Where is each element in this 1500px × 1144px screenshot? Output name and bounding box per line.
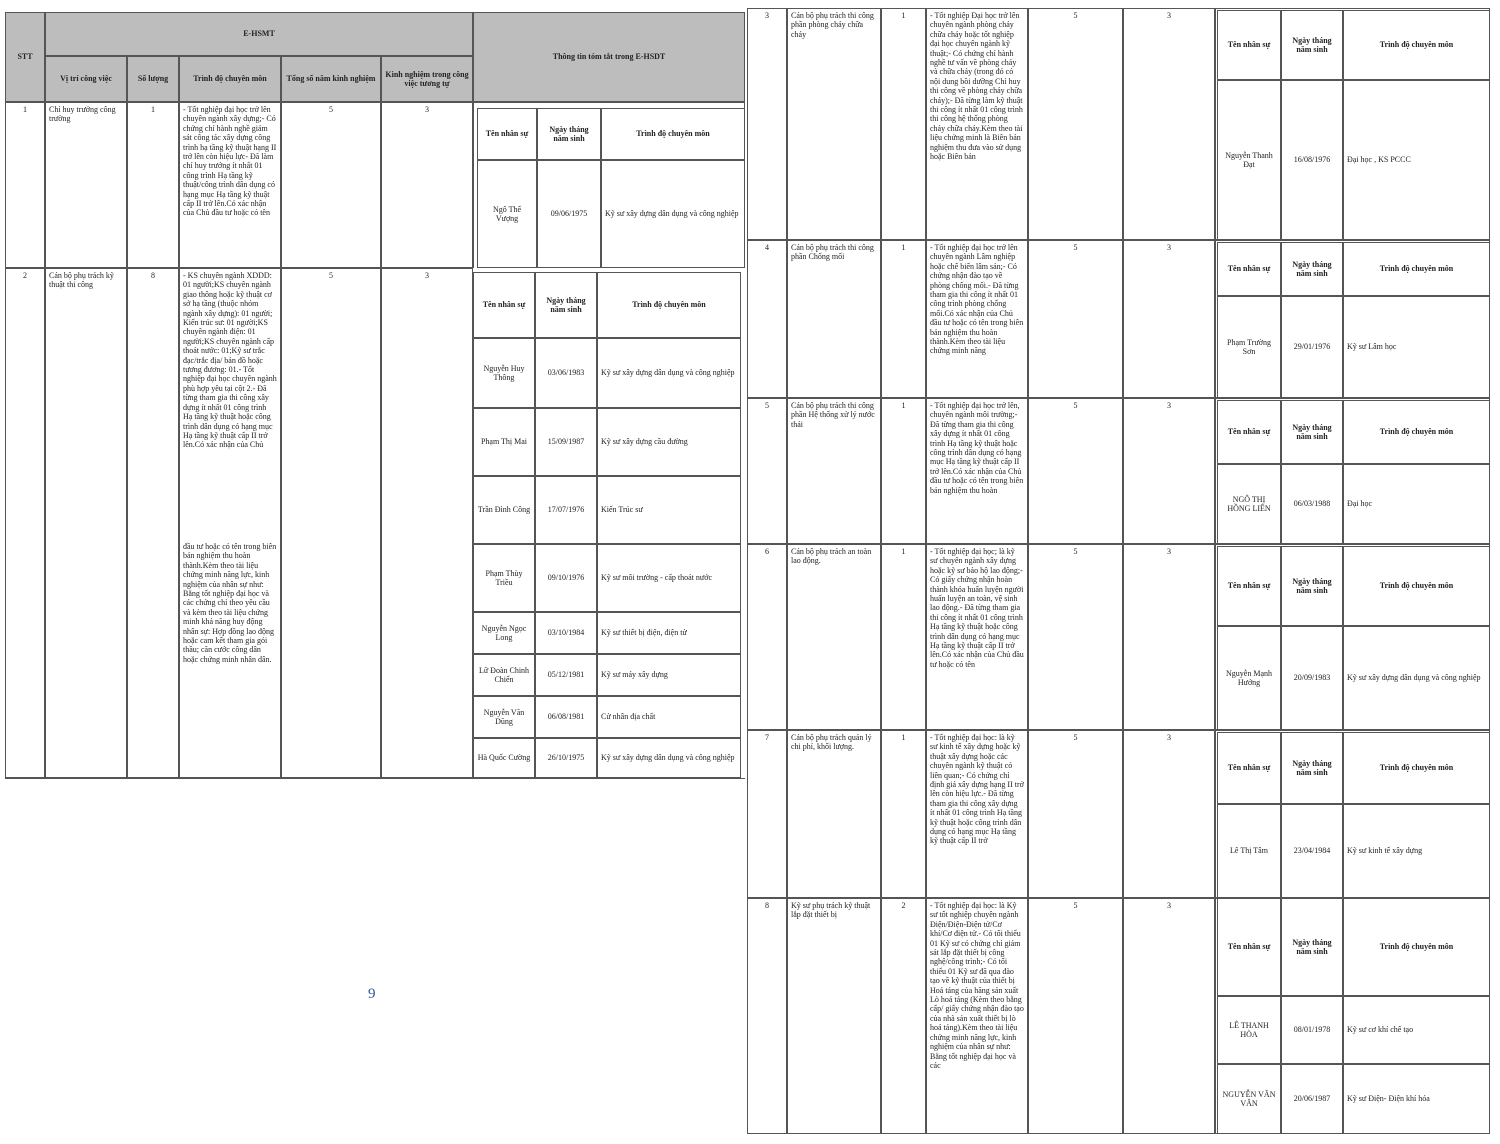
sub-header-trinhdo: Trình độ chuyên môn — [1343, 242, 1490, 296]
person-dob: 09/10/1976 — [535, 544, 597, 612]
person-degree: Kỹ sư Điện- Điện khí hóa — [1343, 1064, 1490, 1134]
person-name: Nguyễn Ngọc Long — [473, 612, 535, 654]
row7-kinhnghiem: 3 — [1123, 730, 1215, 898]
header-ehsmt: E-HSMT — [45, 12, 473, 56]
page-number: 9 — [368, 986, 376, 1002]
person-dob: 06/03/1988 — [1281, 464, 1343, 544]
header-trinhdo: Trình độ chuyên môn — [179, 56, 281, 102]
row4-requirement: - Tốt nghiệp đại học trở lên chuyên ngành Lâm nghiệp hoặc chế biến lâm sản;- Có chứng nhận đào tạo về phòng chống mối.- Đã từng tham gia thi công ít nhất 01 công trình phòng chống mối.Có xác nhận của Chủ đầu tư hoặc có tên trong biên bản nghiệm thu hoàn thành.Kèm theo tài liệu chứng minh năng — [926, 240, 1028, 398]
row2-requirement-b: đầu tư hoặc có tên trong biên bản nghiệm thu hoàn thành.Kèm theo tài liệu chứng minh năng lực, kinh nghiệm của nhân sự như: Bằng tốt nghiệp đại học và các chứng chỉ theo yêu cầu và kèm theo tài liệu chứng minh khả năng huy động nhân sự: Hợp đồng lao động hoặc cam kết tham gia gói thầu; căn cước công dân hoặc chứng minh nhân dân. — [179, 540, 281, 778]
sub-header-trinhdo: Trình độ chuyên môn — [1343, 898, 1490, 996]
person-degree: Kỹ sư xây dựng cầu đường — [597, 408, 741, 476]
row1-vitri: Chỉ huy trưởng công trường — [45, 102, 127, 268]
row8-tongso: 5 — [1028, 898, 1123, 1134]
row6-kinhnghiem: 3 — [1123, 544, 1215, 730]
row3-stt: 3 — [747, 8, 787, 240]
row7-tongso: 5 — [1028, 730, 1123, 898]
row2-tongso-cont — [281, 540, 381, 778]
row3-requirement: - Tốt nghiệp Đại học trở lên chuyên ngành phòng cháy chữa cháy hoặc tốt nghiệp đại học chuyên ngành kỹ thuật;- Có chứng chỉ hành nghề tư vấn về phòng cháy và chữa cháy (trong đó có nội dung bồi dưỡng Chỉ huy thi công về phòng cháy chữa cháy);- Đã từng làm kỹ thuật thi công ít nhất 01 công trình thi công hệ thống phòng cháy chữa cháy.Kèm theo tài liệu chứng minh là Biên bản nghiệm thu đưa vào sử dụng hoặc Biên bản — [926, 8, 1028, 240]
row5-vitri: Cán bộ phụ trách thi công phần Hệ thống xử lý nước thải — [787, 398, 881, 544]
person-dob: 20/09/1983 — [1281, 626, 1343, 730]
person-name: Nguyễn Huy Thông — [473, 338, 535, 408]
sub-header-ngay: Ngày tháng năm sinh — [1281, 732, 1343, 804]
sub-header-ten: Tên nhân sự — [1217, 400, 1281, 464]
row2-soluong-cont — [127, 540, 179, 778]
row1-soluong: 1 — [127, 102, 179, 268]
person-name: Ngô Thế Vượng — [477, 160, 537, 268]
person-name: Nguyễn Thanh Đạt — [1217, 80, 1281, 240]
row1-sub-ten: Tên nhân sự — [477, 108, 537, 160]
sub-header-trinhdo: Trình độ chuyên môn — [1343, 546, 1490, 626]
row8-kinhnghiem: 3 — [1123, 898, 1215, 1134]
person-dob: 15/09/1987 — [535, 408, 597, 476]
row2-sub-ten: Tên nhân sự — [473, 272, 535, 338]
row2-tongso: 5 — [281, 268, 381, 540]
person-degree: Đại học — [1343, 464, 1490, 544]
person-name: Phạm Trường Sơn — [1217, 296, 1281, 398]
sub-header-ngay: Ngày tháng năm sinh — [1281, 546, 1343, 626]
row5-kinhnghiem: 3 — [1123, 398, 1215, 544]
sub-header-trinhdo: Trình độ chuyên môn — [1343, 732, 1490, 804]
row8-vitri: Kỹ sư phụ trách kỹ thuật lắp đặt thiết bị — [787, 898, 881, 1134]
header-soluong: Số lượng — [127, 56, 179, 102]
row3-vitri: Cán bộ phụ trách thi công phần phòng cháy chữa cháy — [787, 8, 881, 240]
sub-header-trinhdo: Trình độ chuyên môn — [1343, 400, 1490, 464]
row5-stt: 5 — [747, 398, 787, 544]
row2-kinhnghiem-cont — [381, 540, 473, 778]
row2-vitri-cont — [45, 540, 127, 778]
row6-soluong: 1 — [881, 544, 926, 730]
person-name: Nguyễn Văn Dũng — [473, 696, 535, 738]
row4-kinhnghiem: 3 — [1123, 240, 1215, 398]
row2-soluong: 8 — [127, 268, 179, 540]
person-degree: Kỹ sư kinh tế xây dựng — [1343, 804, 1490, 898]
person-dob: 29/01/1976 — [1281, 296, 1343, 398]
person-degree: Kỹ sư Lâm học — [1343, 296, 1490, 398]
person-degree: Kỹ sư xây dựng dân dụng và công nghiệp — [597, 738, 741, 778]
row1-sub-ngay: Ngày tháng năm sinh — [537, 108, 601, 160]
row4-vitri: Cán bộ phụ trách thi công phần Chống mối — [787, 240, 881, 398]
sub-header-ngay: Ngày tháng năm sinh — [1281, 242, 1343, 296]
row7-stt: 7 — [747, 730, 787, 898]
header-thongtin: Thông tin tóm tắt trong E-HSDT — [473, 12, 745, 102]
person-dob: 09/06/1975 — [537, 160, 601, 268]
person-degree: Kỹ sư cơ khí chế tạo — [1343, 996, 1490, 1064]
person-name: Lữ Đoàn Chinh Chiến — [473, 654, 535, 696]
row8-soluong: 2 — [881, 898, 926, 1134]
person-dob: 08/01/1978 — [1281, 996, 1343, 1064]
row6-requirement: - Tốt nghiệp đại học; là kỹ sư chuyên ngành xây dựng hoặc kỹ sư bảo hộ lao động;- Có giấy chứng nhận hoàn thành khóa huấn luyện người huấn luyện an toàn, vệ sinh lao động.- Đã từng tham gia thi công ít nhất 01 công trình Hạ tầng kỹ thuật hoặc công trình dân dụng có hạng mục Hạ tầng kỹ thuật cấp II trở lên.Có xác nhận của Chủ đầu tư hoặc có tên — [926, 544, 1028, 730]
row8-stt: 8 — [747, 898, 787, 1134]
row3-tongso: 5 — [1028, 8, 1123, 240]
person-name: Phạm Thị Mai — [473, 408, 535, 476]
person-name: Hà Quốc Cường — [473, 738, 535, 778]
sub-header-ten: Tên nhân sự — [1217, 898, 1281, 996]
row1-tongso: 5 — [281, 102, 381, 268]
sub-header-ngay: Ngày tháng năm sinh — [1281, 400, 1343, 464]
person-dob: 06/08/1981 — [535, 696, 597, 738]
row3-soluong: 1 — [881, 8, 926, 240]
person-degree: Cử nhân địa chất — [597, 696, 741, 738]
sub-header-ngay: Ngày tháng năm sinh — [1281, 898, 1343, 996]
person-degree: Kỹ sư xây dựng dân dụng và công nghiệp — [597, 338, 741, 408]
person-dob: 26/10/1975 — [535, 738, 597, 778]
person-dob: 23/04/1984 — [1281, 804, 1343, 898]
row2-kinhnghiem: 3 — [381, 268, 473, 540]
sub-header-ten: Tên nhân sự — [1217, 242, 1281, 296]
row6-vitri: Cán bộ phụ trách an toàn lao động. — [787, 544, 881, 730]
row2-stt: 2 — [5, 268, 45, 540]
row1-kinhnghiem: 3 — [381, 102, 473, 268]
person-dob: 03/06/1983 — [535, 338, 597, 408]
row4-tongso: 5 — [1028, 240, 1123, 398]
person-name: Nguyễn Mạnh Hưởng — [1217, 626, 1281, 730]
row2-sub-trinhdo: Trình độ chuyên môn — [597, 272, 741, 338]
row6-tongso: 5 — [1028, 544, 1123, 730]
person-dob: 03/10/1984 — [535, 612, 597, 654]
person-name: NGÔ THỊ HỒNG LIÊN — [1217, 464, 1281, 544]
row2-stt-cont — [5, 540, 45, 778]
row1-sub-trinhdo: Trình độ chuyên môn — [601, 108, 745, 160]
person-degree: Kỹ sư thiết bị điện, điện tử — [597, 612, 741, 654]
row5-soluong: 1 — [881, 398, 926, 544]
sub-header-ten: Tên nhân sự — [1217, 546, 1281, 626]
person-degree: Kỹ sư xây dựng dân dụng và công nghiệp — [1343, 626, 1490, 730]
person-degree: Kỹ sư môi trường - cấp thoát nước — [597, 544, 741, 612]
person-name: Trần Đình Công — [473, 476, 535, 544]
person-name: Phạm Thùy Triều — [473, 544, 535, 612]
person-degree: Đại học , KS PCCC — [1343, 80, 1490, 240]
row7-requirement: - Tốt nghiệp đại học: là kỹ sư kinh tế xây dựng hoặc kỹ thuật xây dựng hoặc các chuyên ngành kỹ thuật có liên quan;- Có chứng chỉ định giá xây dựng hạng II trở lên còn hiệu lực.- Đã từng tham gia thi công xây dựng ít nhất 01 công trình Hạ tầng kỹ thuật hoặc công trình dân dụng có hạng mục Hạ tầng kỹ thuật cấp II trở — [926, 730, 1028, 898]
row5-tongso: 5 — [1028, 398, 1123, 544]
person-degree: Kiến Trúc sư — [597, 476, 741, 544]
person-dob: 20/06/1987 — [1281, 1064, 1343, 1134]
row4-soluong: 1 — [881, 240, 926, 398]
person-name: Lê Thị Tâm — [1217, 804, 1281, 898]
person-name: NGUYỄN VĂN VĂN — [1217, 1064, 1281, 1134]
person-dob: 17/07/1976 — [535, 476, 597, 544]
person-degree: Kỹ sư xây dựng dân dụng và công nghiệp — [601, 160, 745, 268]
sub-header-ten: Tên nhân sự — [1217, 10, 1281, 80]
person-dob: 05/12/1981 — [535, 654, 597, 696]
row2-sub-ngay: Ngày tháng năm sinh — [535, 272, 597, 338]
person-dob: 16/08/1976 — [1281, 80, 1343, 240]
row3-kinhnghiem: 3 — [1123, 8, 1215, 240]
row1-requirement: - Tốt nghiệp đại học trở lên chuyên ngành xây dựng;- Có chứng chỉ hành nghề giám sát công tác xây dựng công trình hạ tầng kỹ thuật hạng II trở lên còn hiệu lực- Đã làm chỉ huy trưởng ít nhất 01 công trình Hạ tầng kỹ thuật/công trình dân dụng có hạng mục Hạ tầng kỹ thuật cấp II trở lên.Có xác nhận của Chủ đầu tư hoặc có tên — [179, 102, 281, 268]
table-bottom-line — [5, 778, 745, 779]
row7-soluong: 1 — [881, 730, 926, 898]
sub-header-trinhdo: Trình độ chuyên môn — [1343, 10, 1490, 80]
row8-requirement: - Tốt nghiệp đại học: là Kỹ sư tốt nghiệp chuyên ngành Điện/Điện-Điện tử/Cơ khí/Cơ điện tử.- Có tối thiểu 01 Kỹ sư có chứng chỉ giám sát lắp đặt thiết bị công nghệ/công trình;- Có tối thiểu 01 Kỹ sư đã qua đào tạo về kỹ thuật của thiết bị Hoá táng của hãng sản xuất Lò hoá táng (Kèm theo bằng cấp/ giấy chứng nhận đào tạo của nhà sản xuất thiết bị lò hoá táng).Kèm theo tài liệu chứng minh năng lực, kinh nghiệm của nhân sự như: Bằng tốt nghiệp đại học và các — [926, 898, 1028, 1134]
header-stt: STT — [5, 12, 45, 102]
sub-header-ngay: Ngày tháng năm sinh — [1281, 10, 1343, 80]
sub-header-ten: Tên nhân sự — [1217, 732, 1281, 804]
row2-vitri: Cán bộ phụ trách kỹ thuật thi công — [45, 268, 127, 540]
person-name: LÊ THANH HÒA — [1217, 996, 1281, 1064]
person-degree: Kỹ sư máy xây dựng — [597, 654, 741, 696]
header-vitri: Vị trí công việc — [45, 56, 127, 102]
row2-requirement-a: - KS chuyên ngành XDDD: 01 người;KS chuyên ngành giao thông hoặc kỹ thuật cơ sở hạ tầng (thuộc nhóm ngành xây dựng): 01 người; Kiến trúc sư: 01 người;KS chuyên ngành điện: 01 người;KS chuyên ngành cấp thoát nước: 01;Kỹ sư trắc đạc/trắc địa/ bản đồ hoặc tương đương: 01.- Tốt nghiệp đại học chuyên ngành phù hợp yêu tại cột 2.- Đã từng tham gia thi công xây dựng ít nhất 01 công trình Hạ tầng kỹ thuật hoặc công trình dân dụng có hạng mục Hạ tầng kỹ thuật cấp II trở lên.Có xác nhận của Chủ — [179, 268, 281, 540]
row7-vitri: Cán bộ phụ trách quản lý chi phí, khối lượng. — [787, 730, 881, 898]
row5-requirement: - Tốt nghiệp đại học trở lên, chuyên ngành môi trường;- Đã từng tham gia thi công xây dựng ít nhất 01 công trình Hạ tầng kỹ thuật hoặc công trình dân dụng có hạng mục Hạ tầng kỹ thuật cấp II trở lên.Có xác nhận của Chủ đầu tư hoặc có tên trong biên bản nghiệm thu hoàn — [926, 398, 1028, 544]
row6-stt: 6 — [747, 544, 787, 730]
header-kinhnghiem: Kinh nghiệm trong công việc tương tự — [381, 56, 473, 102]
header-tongso: Tổng số năm kinh nghiệm — [281, 56, 381, 102]
row1-stt: 1 — [5, 102, 45, 268]
row4-stt: 4 — [747, 240, 787, 398]
